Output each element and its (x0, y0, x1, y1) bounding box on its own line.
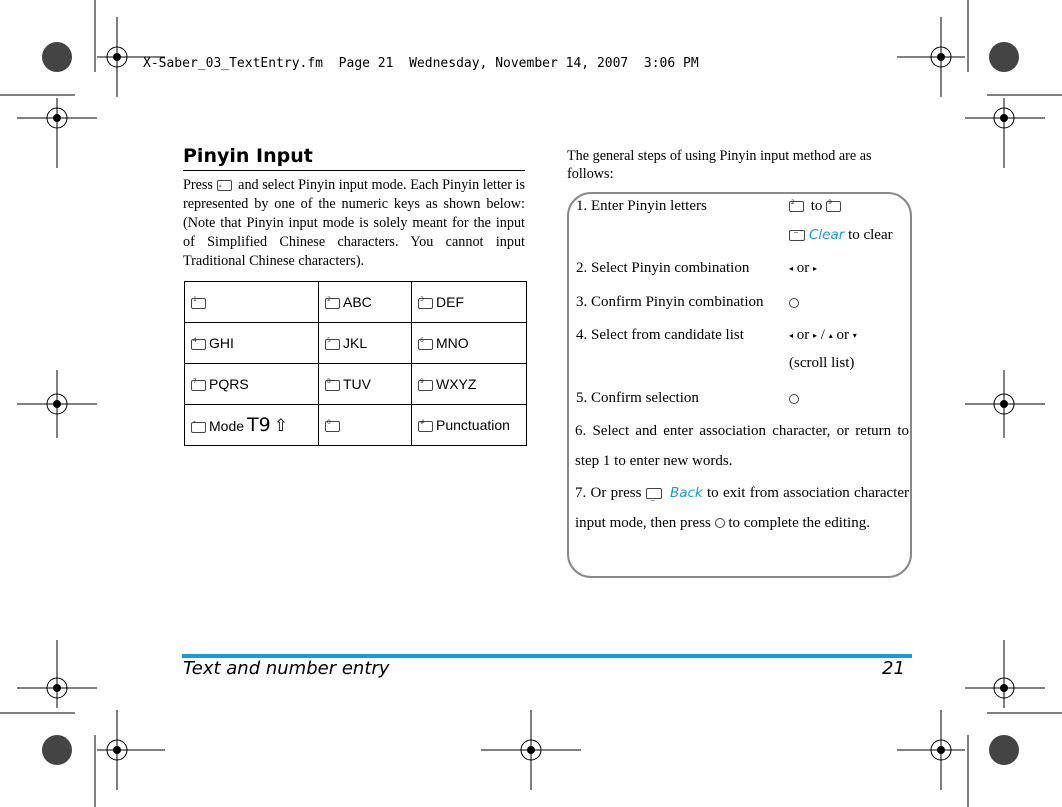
key-letters: PQRS (209, 376, 249, 392)
key-letters: GHI (209, 335, 234, 351)
step-2-action (789, 260, 817, 277)
table-row (185, 364, 527, 405)
key-2-icon (789, 201, 804, 212)
step-4-or: or (796, 327, 810, 343)
key-0-icon (325, 421, 340, 432)
step-1b-action (789, 227, 893, 244)
star-key-icon (217, 180, 232, 191)
key-9-icon (826, 201, 841, 212)
key-letters: Mode (209, 418, 245, 434)
step-6: 6. Select and enter association character, or return to step 1 to enter new words. (575, 423, 909, 469)
back-label: Back (669, 485, 703, 501)
footer-section-title: Text and number entry (183, 658, 390, 679)
key-cell (185, 282, 319, 323)
key-cell (185, 405, 319, 446)
step-4-slash: / (820, 327, 825, 343)
hash-key-icon (418, 421, 433, 432)
page-number: 21 (882, 658, 905, 679)
step-5-action (789, 390, 799, 407)
ok-key-icon (789, 394, 799, 404)
t9-icon: T9 (247, 414, 271, 436)
section-title: Pinyin Input (183, 145, 525, 171)
key-cell (412, 364, 527, 405)
key-2-icon (325, 298, 340, 309)
step-5-label: 5. Confirm selection (576, 390, 699, 406)
step-7 (575, 479, 909, 538)
key-7-icon (191, 380, 206, 391)
step-2-or: or (796, 260, 810, 276)
key-3-icon (418, 298, 433, 309)
right-arrow-icon: ▸ (813, 264, 818, 274)
key-letters: JKL (343, 335, 368, 351)
star-key-icon (191, 422, 206, 433)
key-cell (185, 364, 319, 405)
steps-intro: The general steps of using Pinyin input method are as follows: (567, 148, 872, 182)
up-arrow-icon: ▴ (828, 331, 833, 341)
clear-suffix: to clear (848, 227, 893, 243)
key-cell (412, 282, 527, 323)
key-6-icon (418, 339, 433, 350)
step-7-c: to complete the editing. (728, 514, 870, 531)
step-3-label: 3. Confirm Pinyin combination (576, 294, 764, 310)
soft-key-icon (646, 488, 662, 499)
right-arrow-icon: ▸ (813, 331, 818, 341)
key-cell (319, 323, 412, 364)
left-arrow-icon: ◂ (789, 331, 794, 341)
step-3-action (789, 294, 799, 311)
key-8-icon (325, 380, 340, 391)
key-cell (412, 405, 527, 446)
pinyin-key-table (184, 281, 527, 446)
step-4-action (789, 327, 857, 344)
key-cell (319, 282, 412, 323)
table-row (185, 323, 527, 364)
intro-rest: and select Pinyin input mode. Each Pinyin letter is represented by one of the numeric keys as shown below: (Note that Pinyin input mode is solely meant for the input of Simplified Chinese characters. You cannot input Traditional Chinese characters). (183, 177, 525, 269)
key-cell (412, 323, 527, 364)
key-letters: Punctuation (436, 417, 510, 433)
step-1-action (789, 198, 844, 215)
key-letters: WXYZ (436, 376, 477, 392)
key-cell (185, 323, 319, 364)
key-cell (319, 405, 412, 446)
table-row (185, 405, 527, 446)
ok-key-icon (789, 298, 799, 308)
print-header: X-Saber_03_TextEntry.fm Page 21 Wednesday, November 14, 2007 3:06 PM (143, 56, 699, 71)
step-2-label: 2. Select Pinyin combination (576, 260, 750, 276)
key-4-icon (191, 339, 206, 350)
step-1-label: 1. Enter Pinyin letters (576, 198, 707, 214)
soft-key-icon (789, 230, 805, 241)
key-5-icon (325, 339, 340, 350)
left-arrow-icon: ◂ (789, 264, 794, 274)
intro-paragraph (183, 176, 525, 271)
down-arrow-icon: ▾ (852, 331, 857, 341)
step-4-note: (scroll list) (789, 355, 855, 371)
key-letters: MNO (436, 335, 469, 351)
ok-key-icon (715, 518, 725, 528)
key-9-icon (418, 380, 433, 391)
shift-icon: ⇧ (273, 416, 288, 435)
step-4-or2: or (836, 327, 849, 343)
key-letters: TUV (343, 376, 371, 392)
key-letters: ABC (343, 294, 372, 310)
key-letters: DEF (436, 294, 464, 310)
step-4-label: 4. Select from candidate list (576, 327, 744, 343)
intro-press: Press (183, 177, 213, 193)
clear-label: Clear (809, 227, 845, 243)
step-7-b: to exit from association character input mode, then press (575, 485, 909, 531)
key-1-icon (191, 298, 206, 309)
key-cell (319, 364, 412, 405)
step-1-to: to (810, 198, 823, 214)
step-7-a: 7. Or press (575, 485, 642, 501)
table-row (185, 282, 527, 323)
